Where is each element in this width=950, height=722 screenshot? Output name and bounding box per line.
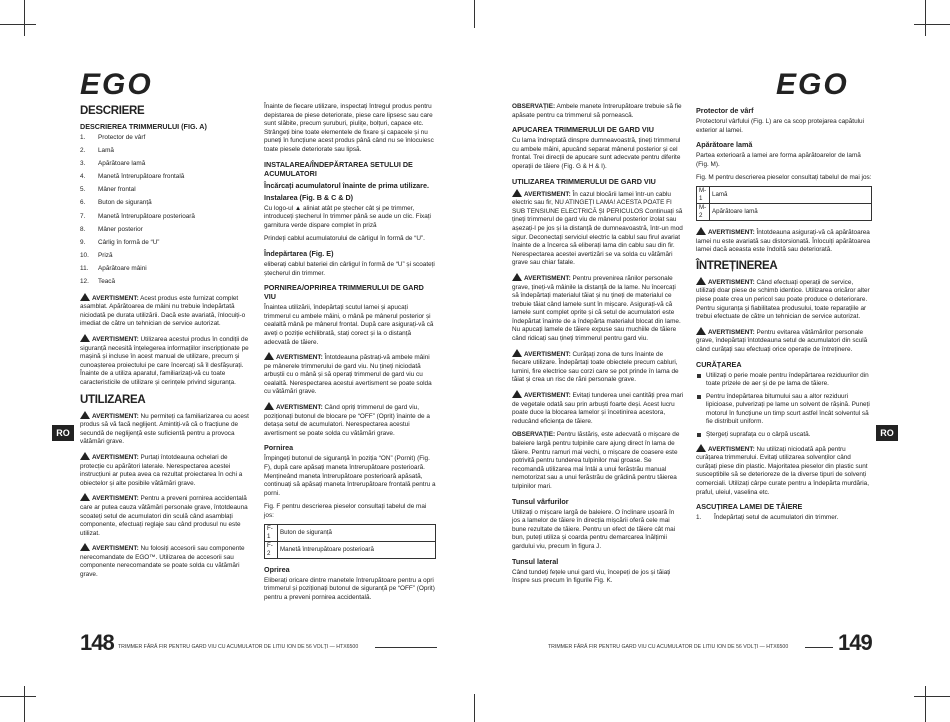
brand-logo-left: EGO [80, 68, 153, 101]
warning-icon [512, 189, 522, 197]
parts-table-m [696, 186, 872, 221]
footer-rule [375, 647, 437, 648]
heading-descrierea: DESCRIEREA TRIMMERULUI (FIG. A) [80, 122, 207, 131]
warning-paragraph: AVERTISMENT: Nu folosiți accesorii sau componente nerecomandate de EGO™. Utilizarea de accesorii sau componente nerecomandate se poate solda cu vătămări grave. [80, 545, 245, 579]
note-paragraph: OBSERVAȚIE: Ambele manete întrerupătoare trebuie să fie apăsate pentru ca trimmerul să pornească. [512, 103, 682, 119]
crop-mark [925, 0, 926, 36]
crop-mark [474, 0, 475, 28]
list-item: 12. Teacă [80, 278, 116, 286]
heading-indepartarea: Îndepărtarea (Fig. E) [264, 248, 334, 258]
crop-mark [925, 686, 926, 722]
table-row: M-1 Lamă [697, 186, 872, 203]
list-item: 9. Cârlig în formă de “U” [80, 238, 160, 246]
heading-intretinerea: ÎNTREȚINEREA [696, 259, 778, 272]
warning-paragraph: AVERTISMENT: Întotdeauna asigurați-vă că apărătoarea lamei nu este avariată sau distorsionată. Înlocuiți apărătoarea lamei dacă aceasta este îndoită sau deteriorată. [696, 228, 871, 254]
paragraph: Fig. F pentru descrierea pieselor consultați tabelul de mai jos: [264, 503, 427, 519]
list-item: 7. Manetă întrerupătoare posterioară [80, 212, 195, 220]
crop-mark [914, 696, 950, 697]
heading-protector-de-varf: Protector de vârf [696, 106, 754, 115]
list-item: 11. Apărătoare mâini [80, 264, 147, 272]
heading-apucarea: APUCAREA TRIMMERULUI DE GARD VIU [512, 125, 654, 135]
paragraph: Împingeți butonul de siguranță în poziția “ON” (Pornit) (Fig. F), după care apăsați maneta întrerupătoare posterioară. Mențineând maneta întrerupătoare posterioară apăsată, continuați să apăsați maneta întrerupătoare frontală pentru a porni. [264, 455, 436, 497]
paragraph: Cu logo-ul ▲ aliniat atât pe ștecher cât și pe trimmer, introduceți ștecherul în trimmer până se aude un clic. Fixați garnitura verde dispare complet în priză [264, 204, 431, 229]
paragraph: Fig. M pentru descrierea pieselor consultați tabelul de mai jos: [696, 174, 872, 182]
heading-incarcati: Încărcați acumulatorul înainte de prima utilizare. [264, 180, 429, 190]
heading-descriere: DESCRIERE [80, 105, 145, 117]
paragraph: Eliberați oricare dintre manetele întrerupătoare pentru a opri trimmerul și poziționați butonul de siguranță pe “OFF” (Oprit) pentru a preveni pornirea accidentală. [264, 576, 435, 601]
table-row: F-2 Manetă întrerupătoare posterioară [265, 541, 436, 558]
warning-icon [512, 390, 522, 398]
footer-text-left: TRIMMER FĂRĂ FIR PENTRU GARD VIU CU ACUMULATOR DE LITIU ION DE 56 VOLȚI — HTX6500 [118, 644, 359, 650]
warning-icon [512, 349, 522, 357]
list-item: 1. Îndepărtați setul de acumulatori din trimmer. [696, 514, 839, 522]
heading-ascutirea: ASCUȚIREA LAMEI DE TĂIERE [696, 502, 803, 512]
heading-tunsul-varfurilor: Tunsul vârfurilor [512, 496, 569, 506]
sharpening-steps [696, 514, 872, 523]
warning-paragraph: AVERTISMENT: Purtați întotdeauna ochelari de protecție cu apărători laterale. Nerespectarea acestei instrucțiuni ar putea avea ca rezultat proiectarea în ochi a obiectelor și alte posibile vătămări grave. [80, 453, 243, 487]
parts-list [80, 134, 252, 287]
heading-pornirea-oprirea: PORNIREA/OPRIREA TRIMMERULUI DE GARD VIU [264, 283, 424, 302]
warning-icon [696, 277, 706, 285]
warning-paragraph: AVERTISMENT: Când efectuați operații de service, utilizați doar piese de schimb identice. Utilizarea oricăror alter piese poate crea un pericol sau poate produce o deteriorare. Pentru siguranța și fiabilitatea produsului, toate reparațiile ar trebui efectuate de către un tehnician de service autorizat. [696, 278, 870, 321]
warning-icon [80, 452, 90, 460]
crop-mark [914, 24, 950, 25]
warning-paragraph: AVERTISMENT: Pentru a preveni pornirea accidentală care ar putea cauza vătămări personale grave, întotdeauna scoateți setul de acumulatori din sculă când asamblați componente, efectuați reglaje sau când produsul nu este utilizat. [80, 495, 248, 537]
warning-paragraph: AVERTISMENT: Nu utilizați niciodată apă pentru curățarea trimmerului. Evitați utilizarea solvenților când curățați piese din plastic. Majoritatea pieselor din plastic sunt susceptibile să se deterioreze de la diverse tipuri de solvenți comerciali. Utilizați cârpe curate pentru a îndepărta murdăria, praful, uleiul, vaselina etc. [696, 445, 869, 496]
heading-utilizarea: UTILIZAREA [80, 393, 146, 406]
warning-icon [80, 493, 90, 501]
crop-mark [0, 24, 36, 25]
warning-paragraph: AVERTISMENT: Evitați tunderea unei cantități prea mari de vegetale odată sau prin arbuști foarte deși. Acest lucru poate duce la blocarea lamelor și încetinirea acestora, reducând eficiența de tăiere. [512, 392, 684, 425]
warning-icon [80, 543, 90, 551]
warning-icon [80, 293, 90, 301]
paragraph: Utilizați o mișcare largă de baleiere. O înclinare ușoară în jos a lamelor de tăiere în direcția mișcării oferă cele mai bune rezultate de tăiere. Pentru un efect de tăiere cât mai bun, puteți utiliza și coarda pentru demarcarea înălțimii gardului viu, precum în figura J. [512, 508, 676, 550]
heading-instalarea: Instalarea (Fig. B & C & D) [264, 192, 354, 202]
list-item: Utilizați o perie moale pentru îndepărtarea reziduurilor din toate prizele de aer și de pe lama de tăiere. [696, 372, 872, 389]
crop-mark [24, 686, 25, 722]
warning-paragraph: AVERTISMENT: Pentru prevenirea rănilor personale grave, țineți-vă mâinile la distanță de la lame. Nu încercați să îndepărtați materialul tăiat și nu țineți de materialul ce trebuie tăiat când lamele sunt în mișcare. Asigurați-vă că lamele sunt complet oprite și că setul de acumulatori este îndepărtat înainte de a îndepărta materialul blocat din lame. Nu apucați lamele de tăiere expuse sau muchiile de tăiere când ridicați sau țineți trimmerul pentru gard viu. [512, 274, 681, 343]
warning-paragraph: AVERTISMENT: Utilizarea acestui produs în condiții de siguranță necesită înțelegerea informațiilor inscripționate pe mașină și incluse în acest manual de utilizare, precum și cunoașterea proiectului pe care încercați să îl desfășurați. Înainte de a utiliza aparatul, familiarizați-vă cu toate caracteristicile de utilizare și cerințele privind siguranța. [80, 336, 249, 386]
column-1 [80, 103, 252, 585]
column-4 [696, 103, 872, 529]
crop-mark [474, 694, 475, 722]
list-item: 8. Mâner posterior [80, 225, 143, 233]
list-item: 3. Apărătoare lamă [80, 160, 146, 168]
paragraph: Cu lama îndreptată dinspre dumneavoastră, țineți trimmerul cu ambele mâini, apucând separat mânerul posterior și cel frontal. Trei direcții de apucare sunt adecvate pentru diferite operații de tăiere (Fig. G & H & I). [512, 137, 681, 170]
heading-oprirea: Oprirea [264, 564, 290, 574]
paragraph: Înainte de fiecare utilizare, inspectați întregul produs pentru depistarea de piese deteriorate, piese care lipsesc sau care sunt slăbite, precum șuruburi, piulițe, bolțuri, capace etc. Strângeți bine toate elementele de fixare și capacele și nu puneți în funcțiune acest produs până când nu se înlocuiesc toate piesele deteriorate sau lipsă. [264, 103, 434, 153]
language-tab-right: RO [876, 425, 898, 441]
warning-icon [696, 227, 706, 235]
heading-utilizarea-trimmerului: UTILIZAREA TRIMMERULUI DE GARD VIU [512, 176, 656, 186]
table-row: F-1 Buton de siguranță [265, 524, 436, 541]
warning-icon [264, 352, 274, 360]
warning-paragraph: AVERTISMENT: Nu permiteți ca familiarizarea cu acest produs să vă facă neglijent. Amintiți-vă că o fracțiune de secundă de neglijență este suficientă pentru a provoca vătămări grave. [80, 412, 249, 446]
list-item: Ștergeți suprafața cu o cârpă uscată. [696, 431, 872, 440]
page-number-left: 148 [80, 630, 114, 655]
crop-mark [24, 0, 25, 36]
language-tab-left: RO [52, 425, 74, 441]
cleaning-list [696, 372, 872, 440]
brand-logo-right: EGO [776, 68, 849, 101]
warning-paragraph: AVERTISMENT: Curățați zona de tuns înainte de fiecare utilizare. Îndepărtați toate obiectele precum cabluri, lumini, fire electrice sau corzi care se pot prinde în lama de tăiat și crea un risc de răni personale grave. [512, 350, 679, 384]
list-item: 10. Priză [80, 251, 113, 259]
paragraph: Când tundeți fețele unui gard viu, începeți de jos și tăiați înspre sus precum în figurile Fig. K. [512, 568, 671, 585]
paragraph: Partea exterioară a lamei are forma apărătoarelor de lamă (Fig. M). [696, 152, 861, 168]
warning-paragraph: AVERTISMENT: Când opriți trimmerul de gard viu, poziționați butonul de blocare pe “OFF” (Oprit) înainte de a detașa setul de acumulatori. Nerespectarea acestui avertisment se poate solda cu vătămări grave. [264, 404, 430, 437]
paragraph: eliberați cablul bateriei din cârligul în formă de “U” și scoateți ștecherul din trimmer. [264, 260, 435, 277]
heading-instalarea-setului: INSTALAREA/ÎNDEPĂRTAREA SETULUI DE ACUMULATORI [264, 159, 413, 178]
warning-icon [512, 273, 522, 281]
warning-icon [696, 327, 706, 335]
crop-mark [0, 696, 36, 697]
warning-paragraph: AVERTISMENT: În cazul blocării lamei într-un cablu electric sau fir, NU ATINGEȚI LAMA! ACESTA POATE FI SUB TENSIUNE ELECTRICĂ ȘI PERICULOS Continuați să țineți trimmerul de gard viu de mânerul posterior izolat sau așezați-l pe jos și la distanță de dumneavoastră, într-un mod sigur. Deconectați serviciul electric la cablul sau firul avariat înainte de a încerca să eliberați lama din cablu sau din fir. Nerespectarea acestei avertizări se va solda cu vătămări grave sau chiar fatale. [512, 190, 683, 267]
warning-icon [696, 444, 706, 452]
heading-aparatoare-lama: Apărătoare lamă [696, 140, 753, 150]
list-item: Pentru îndepărtarea bitumului sau a altor reziduuri lipicioase, pulverizați pe lame un solvent de rășină. Puneți motorul în funcțiune un timp scurt astfel încât solventul să fie distribuit uniform. [696, 393, 872, 427]
footer-rule [805, 647, 833, 648]
page-number-right: 149 [838, 630, 872, 655]
heading-tunsul-lateral: Tunsul lateral [512, 556, 559, 566]
warning-icon [264, 402, 274, 410]
parts-table-f [264, 524, 436, 559]
paragraph: Prindeți cablul acumulatorului de cârligul în formă de “U”. [264, 235, 425, 243]
warning-icon [80, 411, 90, 419]
list-item: 6. Buton de siguranță [80, 199, 152, 207]
paragraph: Protectorul vârfului (Fig. L) are ca scop protejarea capătului exterior al lamei. [696, 118, 865, 134]
list-item: 2. Lamă [80, 147, 114, 155]
note-paragraph: OBSERVAȚIE: Pentru lăstăriș, este adecvată o mișcare de baleiere largă pentru tulpinile care ajung direct în lama de tăiere. Pentru ramuri mai vechi, o mișcare de coasere este potrivită pentru tunderea tulpinilor mai groase. Se recomandă utilizarea mai întâi a unui ferăstrău manual nemotorizat sau a unui ferăstrău de grădină pentru tăierea tulpinilor mari. [512, 431, 680, 490]
column-3 [512, 103, 684, 591]
warning-paragraph: AVERTISMENT: Acest produs este furnizat complet asamblat. Apărătoarea de mâini nu trebuie îndepărtată niciodată pe durata utilizării. Dacă este avariată, înlocuiți-o imediat de către un tehnician de service autorizat. [80, 294, 246, 328]
column-2 [264, 103, 436, 607]
warning-icon [80, 334, 90, 342]
list-item: 5. Mâner frontal [80, 186, 136, 194]
warning-paragraph: AVERTISMENT: Întotdeauna păstrați-vă ambele mâini pe mânerele trimmerului de gard viu. Nu țineți niciodată arbuștii cu o mână și să operați trimmerul de gard viu cu cealaltă. Nerespectarea acestui avertisment se poate solda cu vătămări grave. [264, 354, 432, 396]
heading-pornirea: Pornirea [264, 443, 294, 453]
table-row: M-2 Apărătoare lamă [697, 203, 872, 220]
list-item: 4. Manetă întrerupătoare frontală [80, 173, 185, 181]
paragraph: Înaintea utilizării, îndepărtați scutul lamei și apucați trimmerul cu ambele mâini, o mână pe mânerul posterior și cealaltă mână pe mânerul frontal. După care asigurați-vă că aveți o poziție echilibrată, stați corect și la o distanță adecvată de tăiere. [264, 304, 434, 346]
footer-text-right: TRIMMER FĂRĂ FIR PENTRU GARD VIU CU ACUMULATOR DE LITIU ION DE 56 VOLȚI — HTX6500 [548, 644, 789, 650]
heading-curatarea: CURĂȚAREA [696, 359, 742, 369]
list-item: 1. Protector de vârf [80, 134, 146, 141]
warning-paragraph: AVERTISMENT: Pentru evitarea vătămărilor personale grave, îndepărtați întotdeauna setul de acumulatori din sculă când curățați sau efectuați orice operație de întreținere. [696, 328, 868, 353]
